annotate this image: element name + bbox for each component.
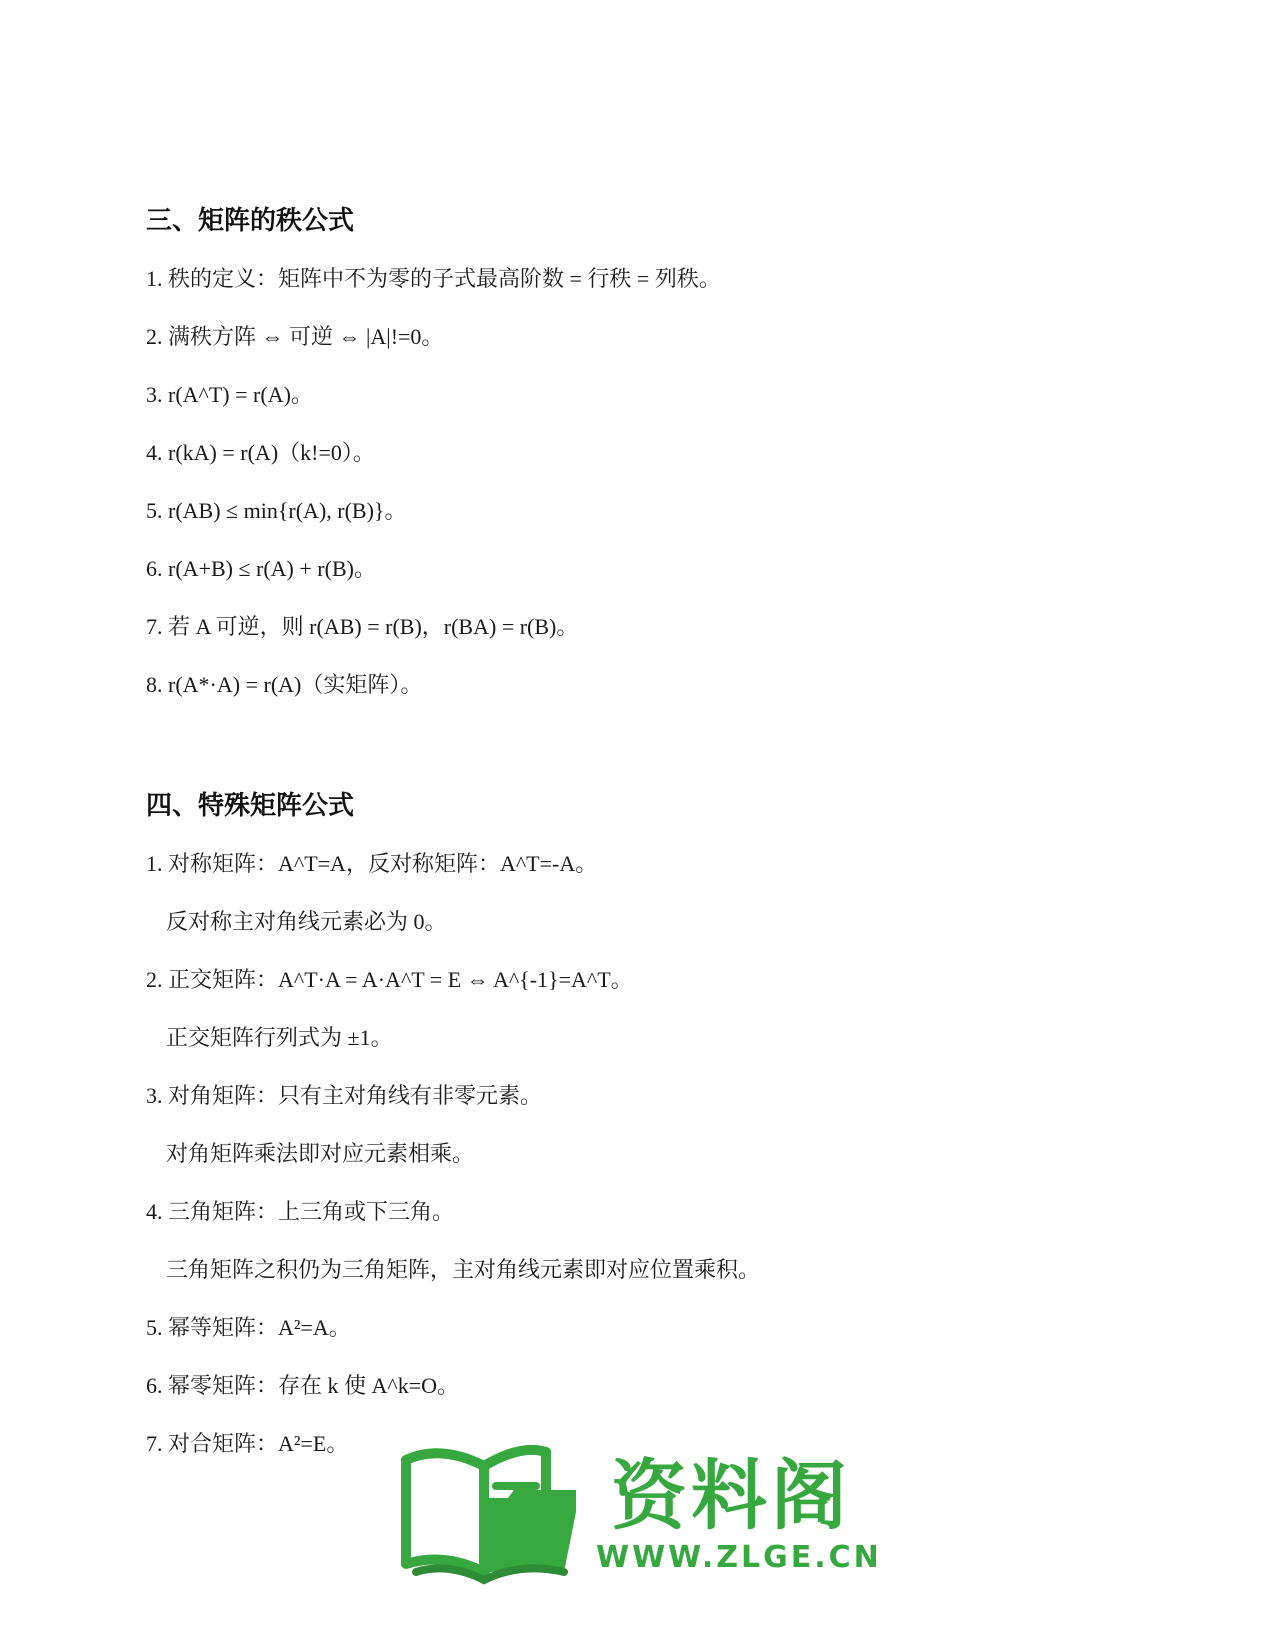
formula-list — [146, 263, 1146, 727]
formula-line-triangular: 4. 三角矩阵：上三角或下三角。 — [146, 1199, 455, 1224]
formula-line-orthogonal: 2. 正交矩阵：A^T·A = A·A^T = E ⇔ A^{-1}=A^T。 — [146, 967, 633, 992]
section-special-matrices — [146, 786, 1146, 1486]
formula-line-nilpotent: 6. 幂零矩阵：存在 k 使 A^k=O。 — [146, 1373, 460, 1398]
section-heading: 三、矩阵的秩公式 — [146, 206, 355, 236]
watermark-url: WWW.ZLGE.CN — [596, 1540, 882, 1575]
formula-line-full-rank: 2. 满秩方阵 ⇔ 可逆 ⇔ |A|!=0。 — [146, 324, 444, 349]
formula-line-transpose-rank: 3. r(A^T) = r(A)。 — [146, 382, 313, 407]
formula-line-idempotent: 5. 幂等矩阵：A²=A。 — [146, 1315, 351, 1340]
section-heading: 四、特殊矩阵公式 — [146, 791, 355, 821]
formula-line-product-rank: 5. r(AB) ≤ min{r(A), r(B)}。 — [146, 498, 407, 523]
formula-line-rank-definition: 1. 秩的定义：矩阵中不为零的子式最高阶数 = 行秩 = 列秩。 — [146, 266, 721, 291]
formula-line-diagonal: 3. 对角矩阵：只有主对角线有非零元素。 — [146, 1083, 543, 1108]
formula-line-symmetric: 1. 对称矩阵：A^T=A，反对称矩阵：A^T=-A。 — [146, 851, 598, 876]
section-rank-formulas — [146, 201, 1146, 727]
formula-note-diagonal: 对角矩阵乘法即对应元素相乘。 — [166, 1141, 475, 1166]
formula-list — [146, 848, 1146, 1486]
watermark-name: 资料阁 — [611, 1451, 851, 1540]
formula-note-antisymmetric: 反对称主对角线元素必为 0。 — [166, 909, 447, 934]
formula-line-sum-rank: 6. r(A+B) ≤ r(A) + r(B)。 — [146, 556, 376, 581]
formula-line-scalar-rank: 4. r(kA) = r(A)（k!=0）。 — [146, 440, 375, 465]
formula-note-triangular: 三角矩阵之积仍为三角矩阵，主对角线元素即对应位置乘积。 — [166, 1257, 761, 1282]
formula-note-orthogonal: 正交矩阵行列式为 ±1。 — [166, 1025, 393, 1050]
book-folder-logo-icon — [396, 1440, 596, 1590]
formula-line-invertible-rank: 7. 若 A 可逆，则 r(AB) = r(B)，r(BA) = r(B)。 — [146, 614, 579, 639]
formula-line-real-matrix-rank: 8. r(A*·A) = r(A)（实矩阵）。 — [146, 672, 423, 697]
formula-line-involutory: 7. 对合矩阵：A²=E。 — [146, 1431, 349, 1456]
watermark-logo — [396, 1440, 882, 1590]
